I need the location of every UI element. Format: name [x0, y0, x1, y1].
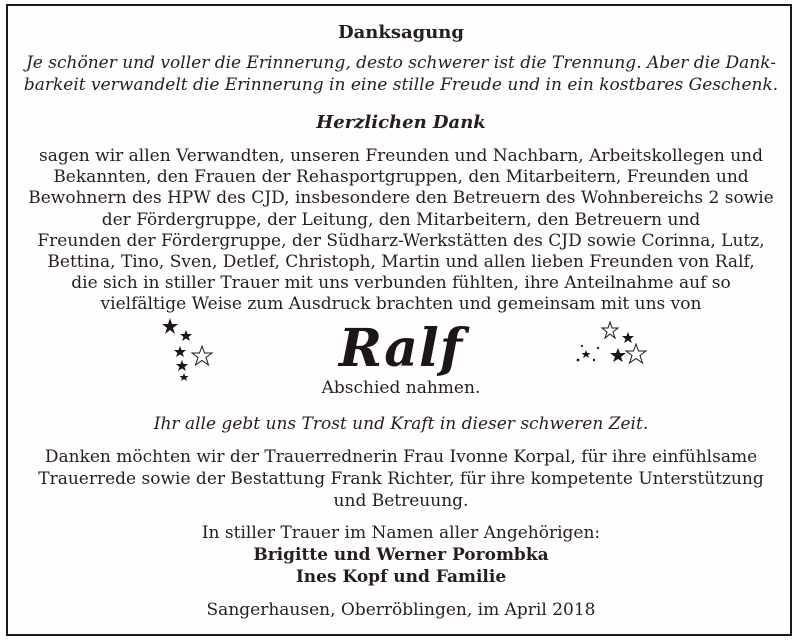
- body-line: Bewohnern des HPW des CJD, insbesondere den Betreuern des Wohnbereichs 2 sowie: [28, 188, 774, 209]
- obituary-frame: [6, 4, 792, 636]
- special-thanks: [8, 446, 794, 512]
- intro-line-1: Je schöner und voller die Erinnerung, desto schwerer ist die Trennung. Aber die Dank-: [25, 53, 776, 73]
- subtitle: Herzlichen Dank: [316, 112, 486, 133]
- thanks-line: und Betreuung.: [333, 491, 469, 511]
- body-line: vielfältige Weise zum Ausdruck brachten und gemeinsam mit uns von: [100, 294, 702, 315]
- signatory: Ines Kopf und Familie: [295, 567, 507, 587]
- place-date: Sangerhausen, Oberröblingen, im April 2018: [206, 600, 596, 620]
- farewell-line: Abschied nahmen.: [321, 378, 481, 398]
- thanks-line: Trauerrede sowie der Bestattung Frank Richter, für ihre kompetente Unterstützung: [38, 469, 764, 489]
- stars-right-icon: [568, 318, 658, 378]
- comfort-line: Ihr alle gebt uns Trost und Kraft in dieser schweren Zeit.: [153, 414, 649, 434]
- signatories: [8, 544, 794, 588]
- intro-line-2: barkeit verwandelt die Erinnerung in eine stille Freude und in ein kostbares Geschenk.: [23, 75, 779, 95]
- body-line: Bettina, Tino, Sven, Detlef, Christoph, Martin und allen lieben Freunden von Ralf,: [47, 252, 755, 273]
- intro-quote: [8, 52, 794, 96]
- body-line: Freunden der Fördergruppe, der Südharz-Werkstätten des CJD sowie Corinna, Lutz,: [37, 230, 765, 251]
- closing-line: In stiller Trauer im Namen aller Angehörigen:: [201, 523, 601, 543]
- body-line: sagen wir allen Verwandten, unseren Freunden und Nachbarn, Arbeitskollegen und: [38, 146, 763, 166]
- body-line: die sich in stiller Trauer mit uns verbunden fühlten, ihre Anteilnahme auf so: [71, 273, 731, 294]
- body-line: der Fördergruppe, der Leitung, den Mitarbeitern, den Betreuern und: [101, 209, 701, 230]
- deceased-name: Ralf: [338, 318, 464, 379]
- body-line: Bekannten, den Frauen der Rehasportgruppen, den Mitarbeitern, Freunden und: [53, 167, 749, 188]
- thanks-body: [8, 146, 794, 316]
- page-title: Danksagung: [338, 22, 464, 43]
- thanks-line: Danken möchten wir der Trauerrednerin Frau Ivonne Korpal, für ihre einfühlsame: [44, 447, 758, 467]
- signatory: Brigitte und Werner Porombka: [253, 545, 549, 565]
